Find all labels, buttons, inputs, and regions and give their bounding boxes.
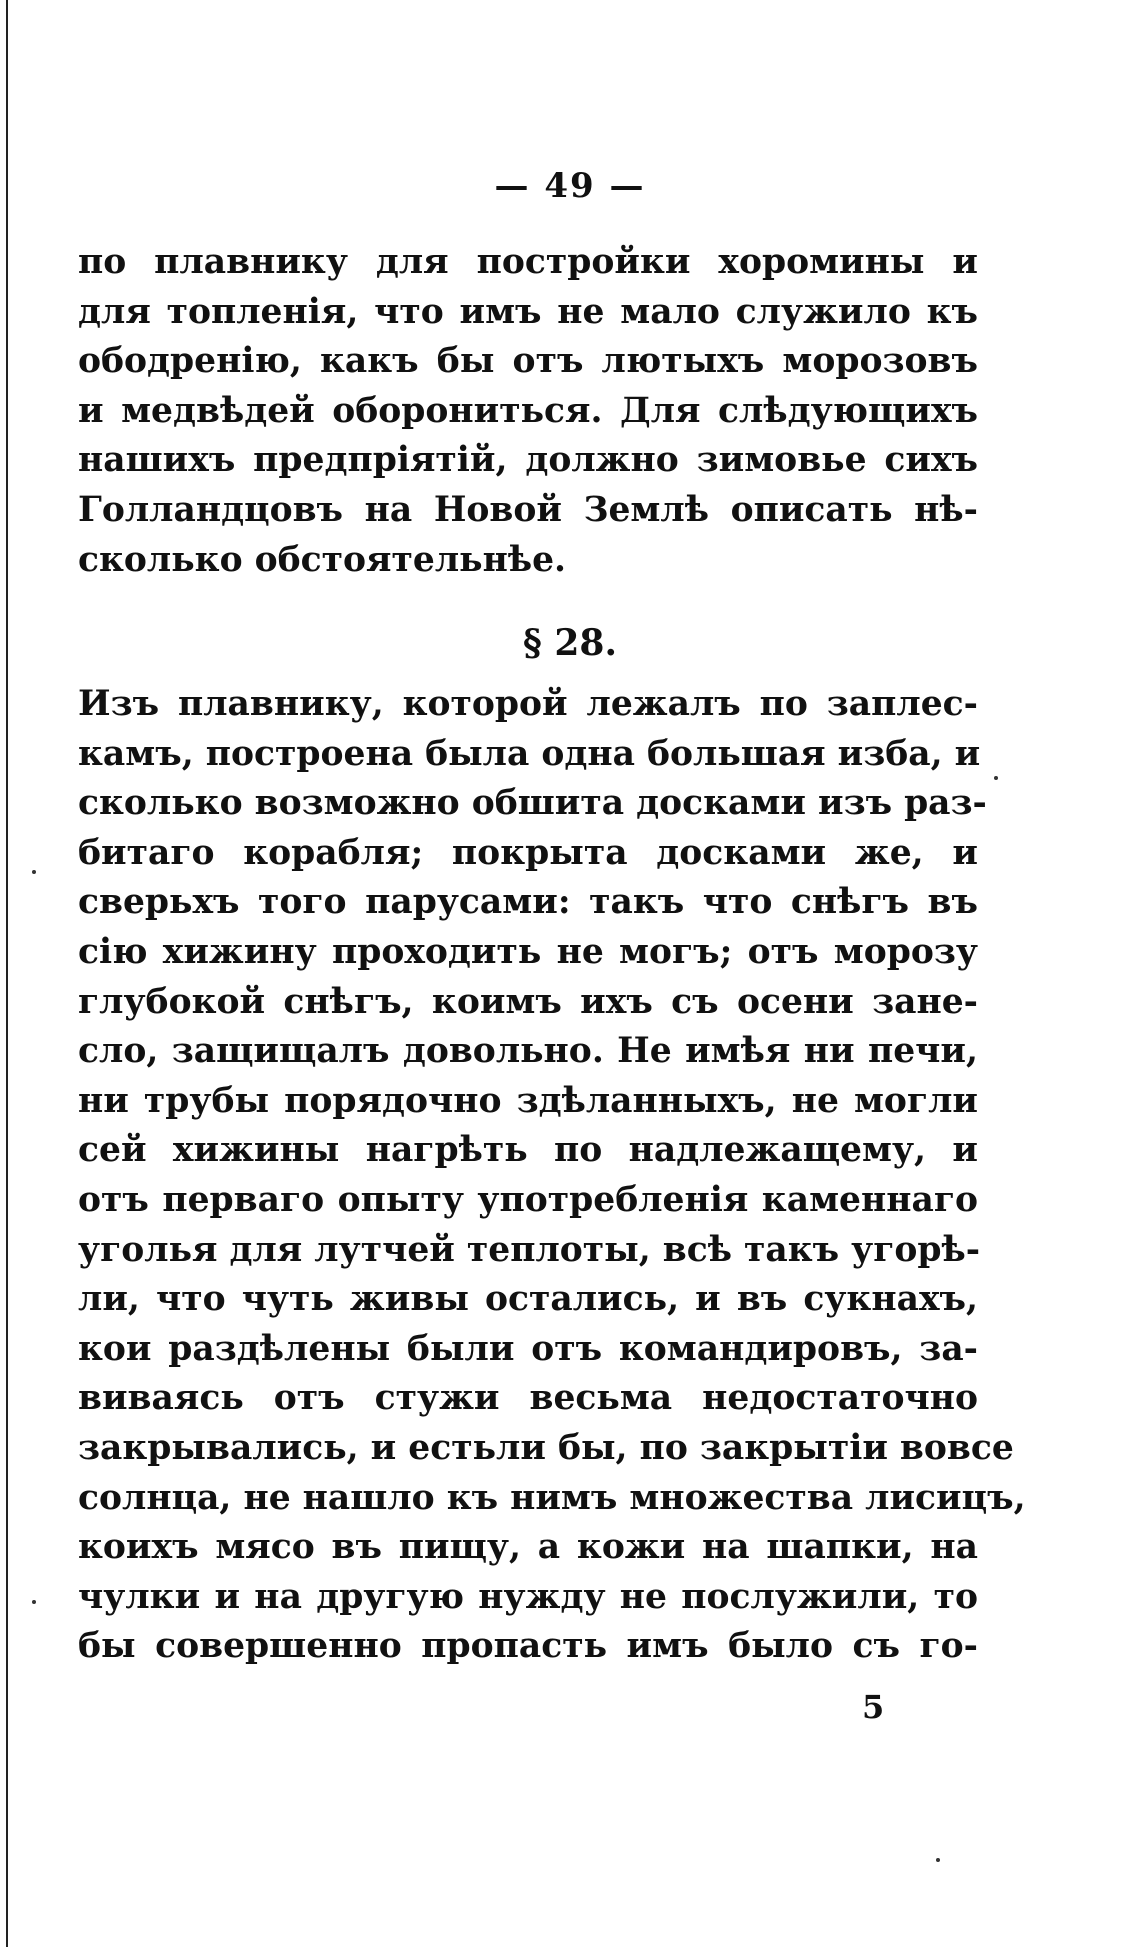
print-speck: [936, 1858, 940, 1862]
signature-mark: 5: [862, 1688, 885, 1726]
text-line: Голландцовъ на Новой Землѣ описать нѣ-: [78, 489, 978, 530]
text-line: уголья для лутчей теплоты, всѣ такъ угорѣ-: [78, 1229, 981, 1270]
text-line: глубокой снѣгъ, коимъ ихъ съ осени зане-: [78, 981, 978, 1022]
text-line: для топленія, что имъ не мало служило къ: [78, 291, 978, 332]
print-speck: [32, 1600, 36, 1604]
text-line: сколько обстоятельнѣе.: [78, 539, 567, 580]
text-line: коихъ мясо въ пищу, а кожи на шапки, на: [78, 1527, 978, 1568]
text-line: сло, защищалъ довольно. Не имѣя ни печи,: [78, 1031, 978, 1072]
text-line: чулки и на другую нужду не послужили, то: [78, 1576, 978, 1617]
text-line: нашихъ предпріятій, должно зимовье сихъ: [78, 440, 978, 481]
text-line: кои раздѣлены были отъ командировъ, за-: [78, 1328, 978, 1369]
text-line: закрывались, и естьли бы, по закрытіи вовсе: [78, 1427, 1014, 1468]
text-line: отъ перваго опыту употребленія каменнаго: [78, 1179, 978, 1220]
page-edge-line: [6, 0, 8, 1947]
text-line: солнца, не нашло къ нимъ множества лисицъ,: [78, 1477, 1026, 1518]
print-speck: [994, 776, 998, 780]
text-line: камъ, построена была одна большая изба, и: [78, 733, 981, 774]
print-speck: [32, 870, 36, 874]
text-line: виваясь отъ стужи весьма недостаточно: [78, 1378, 978, 1419]
text-line: сколько возможно обшита досками изъ раз-: [78, 783, 987, 824]
text-line: сію хижину проходить не могъ; отъ морозу: [78, 931, 978, 972]
top-paragraph: [78, 238, 978, 585]
text-line: ободренію, какъ бы отъ лютыхъ морозовъ: [78, 341, 978, 382]
page-number: — 49 —: [494, 166, 646, 206]
section-heading: § 28.: [523, 622, 617, 664]
text-line: по плавнику для постройки хоромины и: [78, 242, 978, 282]
text-line: Изъ плавнику, которой лежалъ по заплес-: [78, 684, 978, 724]
text-line: битаго корабля; покрыта досками же, и: [78, 832, 978, 873]
text-line: сверьхъ того парусами: такъ что снѣгъ въ: [78, 882, 978, 923]
text-line: и медвѣдей оборониться. Для слѣдующихъ: [78, 390, 978, 431]
text-line: ли, что чуть живы остались, и въ сукнахъ,: [78, 1279, 978, 1320]
text-line: сей хижины нагрѣть по надлежащему, и: [78, 1130, 978, 1171]
text-line: бы совершенно пропасть имъ было съ го-: [78, 1626, 978, 1667]
text-line: ни трубы порядочно здѣланныхъ, не могли: [78, 1080, 978, 1121]
main-paragraph: [78, 680, 1026, 1672]
